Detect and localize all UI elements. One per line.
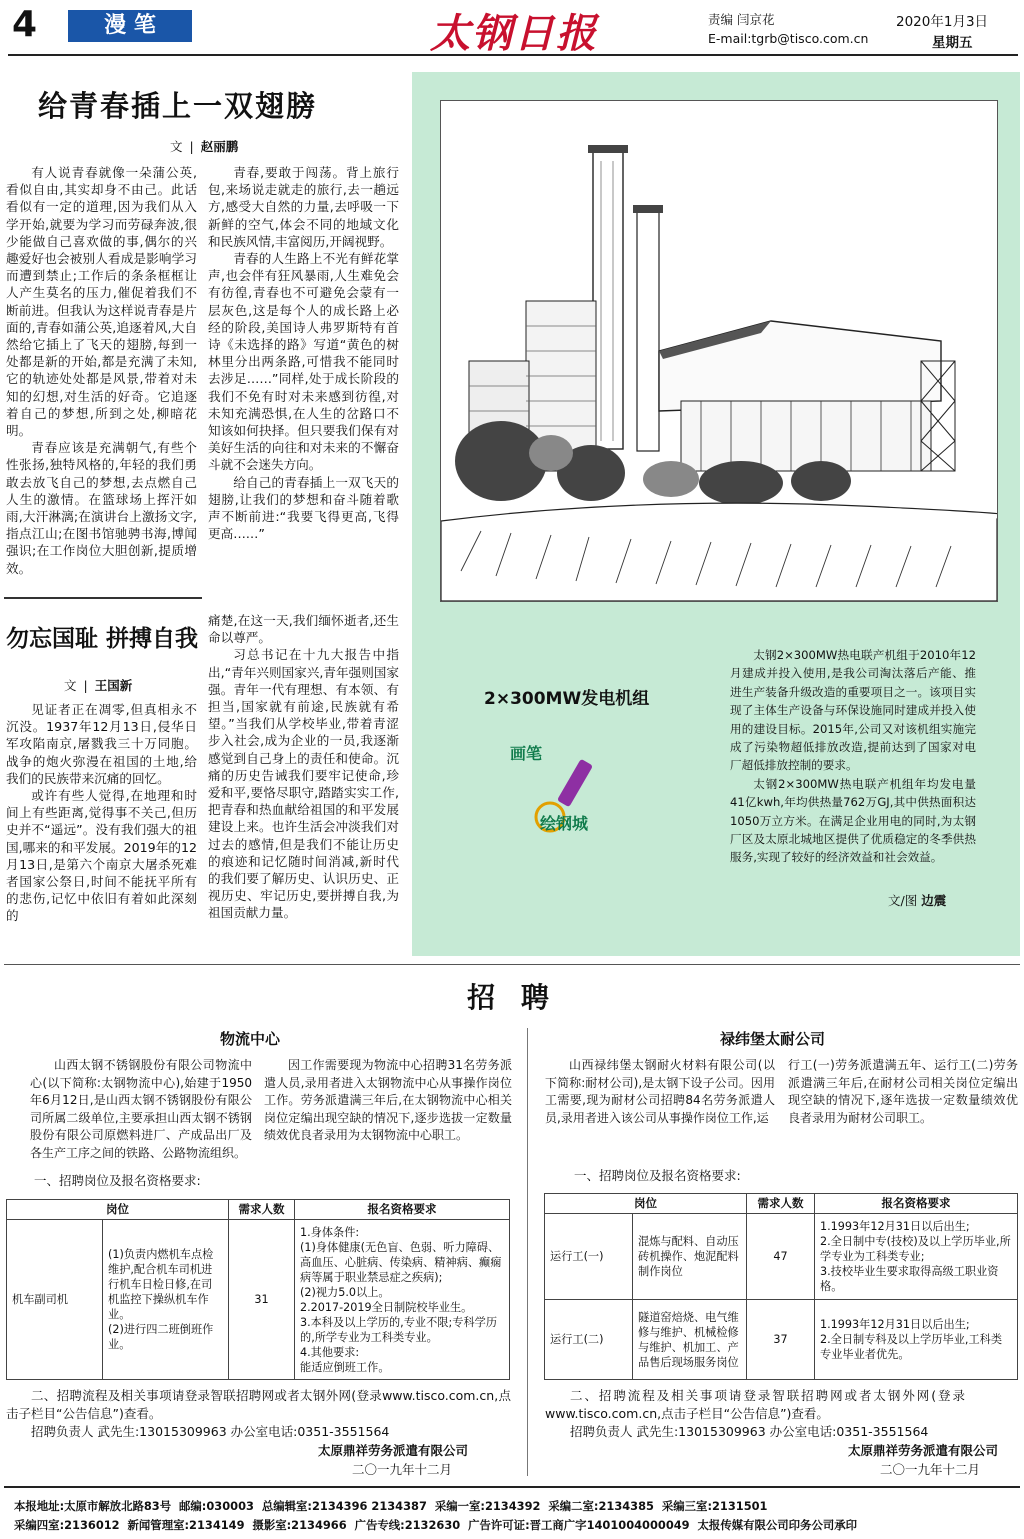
paragraph: 山西太钢不锈钢股份有限公司物流中心(以下简称:太钢物流中心),始建于1950年6月12日,是山西太钢不锈钢股份有限公司所属二级单位,主要承担山西太钢不锈钢股份有限公司原燃料进厂、产成品出厂及各生产工序之间的铁路、公路物流组织。 xyxy=(30,1058,252,1160)
stamp-text-top: 画笔 xyxy=(510,744,543,763)
byline-label: 文 xyxy=(170,139,183,154)
paragraph-continued: 痛楚,在这一天,我们缅怀逝者,还生命以尊严。 xyxy=(208,613,399,646)
art-credit xyxy=(888,891,946,909)
recruit-left-date: 二〇一九年十二月 xyxy=(352,1462,453,1477)
paragraph: 有人说青春就像一朵蒲公英,看似自由,其实却身不由己。此话看似有一定的道理,因为我们从入学开始,就要为学习而劳碌奔波,很少能做自己喜欢做的事,偶尔的兴趣爱好也会被别人看成是影响学习而遭到禁止;工作后的条条框框让人产生莫名的压力,催促着我们不断前进。但我认为这样说青春是片面的,青春如蒲公英,追逐着风,大自然给它插上了飞天的翅膀,每到一处都是新的开始,都是充满了未知,它的轨迹处处都是风景,带着对未知的幻想,对生活的好奇。它追逐着自己的梦想,所到之处,柳暗花明。 xyxy=(6,165,197,439)
paragraph: 青春的人生路上不光有鲜花掌声,也会伴有狂风暴雨,人生难免会有彷徨,青春也不可避免会蒙有一层灰色,这是每个人的成长路上必经的阶段,美国诗人弗罗斯特有首诗《未选择的路》写道“黄色的树林里分出两条路,可惜我不能同时去涉足……”同样,处于成长阶段的我们不免有时对未来感到彷徨,对未知充满恐惧,在人生的岔路口不知该如何抉择。但只要我们保有对美好生活的向往和对未来的不懈奋斗就不会迷失方向。 xyxy=(208,251,399,473)
recruit-left-intro-col2 xyxy=(264,1057,512,1145)
paragraph: 因工作需要现为物流中心招聘31名劳务派遣人员,录用者进入太钢物流中心从事操作岗位工作。劳务派遣满三年后,在太钢物流中心相关岗位定编出现空缺的情况下,逐步选拔一定数量绩效优良者录用为太钢物流中心职工。 xyxy=(264,1058,512,1142)
table-row xyxy=(7,1220,510,1380)
table-row xyxy=(545,1214,1018,1300)
cell-requirements: 1.1993年12月31日以后出生; 2.全日制中专(技校)及以上学历毕业,所学专业为工科类专业; 3.技校毕业生要求取得高级工职业资格。 xyxy=(815,1214,1018,1300)
recruit-left-company: 太原鼎祥劳务派遣有限公司 xyxy=(318,1443,469,1458)
byline-name: 王国新 xyxy=(94,678,133,693)
art-caption-title: 2×300MW发电机组 xyxy=(484,689,650,709)
paragraph: 二、招聘流程及相关事项请登录智联招聘网或者太钢外网(登录www.tisco.com.cn,点击子栏目“公告信息”)查看。 xyxy=(545,1388,965,1421)
byline-name: 赵丽鹏 xyxy=(200,139,239,154)
credit-label: 文/图 xyxy=(888,893,918,908)
col-header: 需求人数 xyxy=(229,1200,295,1220)
editor-label: 责编 闫京花 xyxy=(708,12,775,27)
col-header: 需求人数 xyxy=(747,1194,815,1214)
section-rule xyxy=(4,964,1020,965)
recruit-right-title: 禄纬堡太耐公司 xyxy=(720,1030,826,1048)
header-rule xyxy=(8,54,1018,56)
paragraph: 太钢2×300MW热电联产机组于2010年12月建成并投入使用,是我公司淘汰落后产能、推进生产装备升级改造的重要项目之一。该项目实现了主体生产设备与环保设施同时建成并投入使用的建设目标。2015年,公司又对该机组实施完成了污染物超低排放改造,提前达到了国家对电厂超低排放控制的要求。 xyxy=(730,648,976,773)
cell-duty: 隧道窑焙烧、电气维修与维护、机械检修与维护、机加工、产品售后现场服务岗位 xyxy=(633,1300,747,1380)
col-header: 岗位 xyxy=(545,1194,747,1214)
recruit-right-req-heading: 一、招聘岗位及报名资格要求: xyxy=(574,1168,741,1183)
paragraph: 青春,要敢于闯荡。背上旅行包,来场说走就走的旅行,去一趟远方,感受大自然的力量,去呼吸一下新鲜的空气,体会不同的地域文化和民族风情,丰富阅历,开阔视野。 xyxy=(208,165,399,249)
table-row xyxy=(545,1300,1018,1380)
recruit-left-table xyxy=(6,1199,510,1380)
article2-column-1 xyxy=(6,701,197,925)
paragraph: 太钢2×300MW热电联产机组年均发电量41亿kwh,年均供热量762万GJ,其中供热面积达1050万立方米。在满足企业用电的同时,为太钢厂区及太原北城地区提供了优质稳定的冬季供热服务,实现了较好的经济效益和社会效益。 xyxy=(730,776,976,865)
recruit-left-intro-col1 xyxy=(30,1057,252,1162)
recruit-left-title: 物流中心 xyxy=(220,1030,281,1048)
paragraph: 见证者正在凋零,但真相永不沉没。1937年12月13日,侵华日军攻陷南京,屠戮我三十万同胞。战争的炮火弥漫在祖国的土地,给我们的民族带来沉痛的回忆。 xyxy=(6,702,197,786)
paragraph: 习总书记在十九大报告中指出,“青年兴则国家兴,青年强则国家强。青年一代有理想、有本领、有担当,国家就有前途,民族就有希望。”当我们从学校毕业,带着青涩步入社会,成为企业的一员,我逐渐感觉到自己身上的责任和使命。沉痛的历史告诫我们要牢记使命,珍爱和平,要恪尽职守,踏踏实实工作,把青春和热血献给祖国的和平发展建设上来。也许生活会冲淡我们对过去的感情,但是我们不能让历史的痕迹和记忆随时间消减,新时代的我们要了解历史、认识历史、正视历史、牢记历史,要拼搏自我,为祖国贡献力量。 xyxy=(208,647,399,921)
article2-column-2 xyxy=(208,612,399,922)
recruit-right-table xyxy=(544,1193,1018,1380)
article1-column-1 xyxy=(6,164,197,577)
paragraph: 给自己的青春插上一双飞天的翅膀,让我们的梦想和奋斗随着歌声不断前进:“我要飞得更高,飞得更高……” xyxy=(208,474,399,542)
cell-count: 47 xyxy=(747,1214,815,1300)
issue-weekday: 星期五 xyxy=(932,35,973,51)
recruit-heading: 招 聘 xyxy=(467,981,557,1014)
cell-post: 运行工(一) xyxy=(545,1214,633,1300)
recruit-left-process xyxy=(6,1387,511,1441)
cell-requirements: 1.身体条件: (1)身体健康(无色盲、色弱、听力障碍、高血压、心脏病、传染病、精神病、癫痫病等属于职业禁忌症之疾病); (2)视力5.0以上。 2.2017-2019全日制院校毕业生。 3.本科及以上学历的,专业不限;专科学历的,所学专业为工科类专业。 4.其他要求: 能适应倒班工作。 xyxy=(295,1220,510,1380)
page-number: 4 xyxy=(12,4,38,45)
column-divider xyxy=(527,1028,528,1476)
col-header: 岗位 xyxy=(7,1200,229,1220)
paragraph: 或许有些人觉得,在地理和时间上有些距离,觉得事不关己,但历史并不“遥远”。没有我们强大的祖国,哪来的和平发展。2019年的12月13日,是第六个南京大屠杀死难者国家公祭日,时间不能抚平所有的悲伤,记忆中依旧有着如此深刻的 xyxy=(6,788,197,924)
section-label: 漫 笔 xyxy=(68,10,192,42)
paragraph: 青春应该是充满朝气,有些个性张扬,独特风格的,年轻的我们勇敢去放飞自己的梦想,去点燃自己人生的激情。在篮球场上挥汗如雨,大汗淋漓;在演讲台上激扬文字,指点江山;在图书馆驰骋书海,博闻强识;在工作岗位大胆创新,提质增效。 xyxy=(6,440,197,576)
credit-name: 边震 xyxy=(921,893,947,908)
contact-line: 招聘负责人 武先生:13015309963 办公室电话:0351-3551564 xyxy=(31,1424,390,1439)
recruit-left-req-heading: 一、招聘岗位及报名资格要求: xyxy=(34,1173,201,1188)
recruit-right-company: 太原鼎祥劳务派遣有限公司 xyxy=(848,1443,999,1458)
contact-line: 招聘负责人 武先生:13015309963 办公室电话:0351-3551564 xyxy=(570,1424,929,1439)
cell-count: 31 xyxy=(229,1220,295,1380)
recruit-right-intro-col1 xyxy=(545,1057,775,1127)
recruit-right-intro-col2 xyxy=(788,1057,1018,1127)
cell-requirements: 1.1993年12月31日以后出生; 2.全日制专科及以上学历毕业,工科类专业毕业者优先。 xyxy=(815,1300,1018,1380)
cell-post: 运行工(二) xyxy=(545,1300,633,1380)
col-header: 报名资格要求 xyxy=(295,1200,510,1220)
article2-byline: 文 | 王国新 xyxy=(64,678,133,693)
editor-email: E-mail:tgrb@tisco.com.cn xyxy=(708,31,869,46)
article-divider xyxy=(4,597,202,599)
col-header: 报名资格要求 xyxy=(815,1194,1018,1214)
paragraph: 山西禄纬堡太钢耐火材料有限公司(以下简称:耐材公司),是太钢下设子公司。因用工需要,现为耐材公司招聘84名劳务派遣人员,录用者进入该公司从事操作岗位工作,运 xyxy=(545,1058,775,1125)
cell-duty: (1)负责内燃机车点检维护,配合机车司机进行机车日检日修,在司机监控下操纵机车作业。 (2)进行四二班倒班作业。 xyxy=(103,1220,229,1380)
table-header-row xyxy=(7,1200,510,1220)
article1-column-2 xyxy=(208,164,399,542)
art-illustration xyxy=(440,100,998,602)
paragraph: 二、招聘流程及相关事项请登录智联招聘网或者太钢外网(登录www.tisco.com.cn,点击子栏目“公告信息”)查看。 xyxy=(6,1388,511,1421)
paragraph: 行工(一)劳务派遣满五年、运行工(二)劳务派遣满三年后,在耐材公司相关岗位定编出现空缺的情况下,逐年选拔一定数量绩效优良者录用为耐材公司职工。 xyxy=(788,1058,1018,1125)
art-stamp xyxy=(504,735,616,847)
article1-byline: 文 | 赵丽鹏 xyxy=(170,139,239,154)
cell-count: 37 xyxy=(747,1300,815,1380)
article1-title: 给青春插上一双翅膀 xyxy=(38,89,318,123)
footer-rule xyxy=(4,1486,1020,1488)
masthead-logo: 太钢日报 xyxy=(430,10,598,57)
table-header-row xyxy=(545,1194,1018,1214)
footer-line-2: 采编四室:2136012 新闻管理室:2134149 摄影室:2134966 广告专线:2132630 广告许可证:晋工商广字1401004000049 太报传媒有限公司印务公司承印 xyxy=(14,1518,858,1532)
stamp-text-bottom: 绘钢城 xyxy=(540,814,589,833)
footer-line-1: 本报地址:太原市解放北路83号 邮编:030003 总编辑室:2134396 2134387 采编一室:2134392 采编二室:2134385 采编三室:2131501 xyxy=(14,1499,768,1513)
cell-post: 机车副司机 xyxy=(7,1220,103,1380)
power-plant-drawing xyxy=(441,101,997,601)
recruit-right-date: 二〇一九年十二月 xyxy=(880,1462,981,1477)
issue-date: 2020年1月3日 xyxy=(896,14,989,30)
art-description xyxy=(730,646,976,867)
byline-label: 文 xyxy=(64,678,77,693)
recruit-right-process xyxy=(545,1387,965,1441)
article2-title: 勿忘国耻 拼搏自我 xyxy=(6,626,199,652)
cell-duty: 混炼与配料、自动压砖机操作、炮泥配料制作岗位 xyxy=(633,1214,747,1300)
